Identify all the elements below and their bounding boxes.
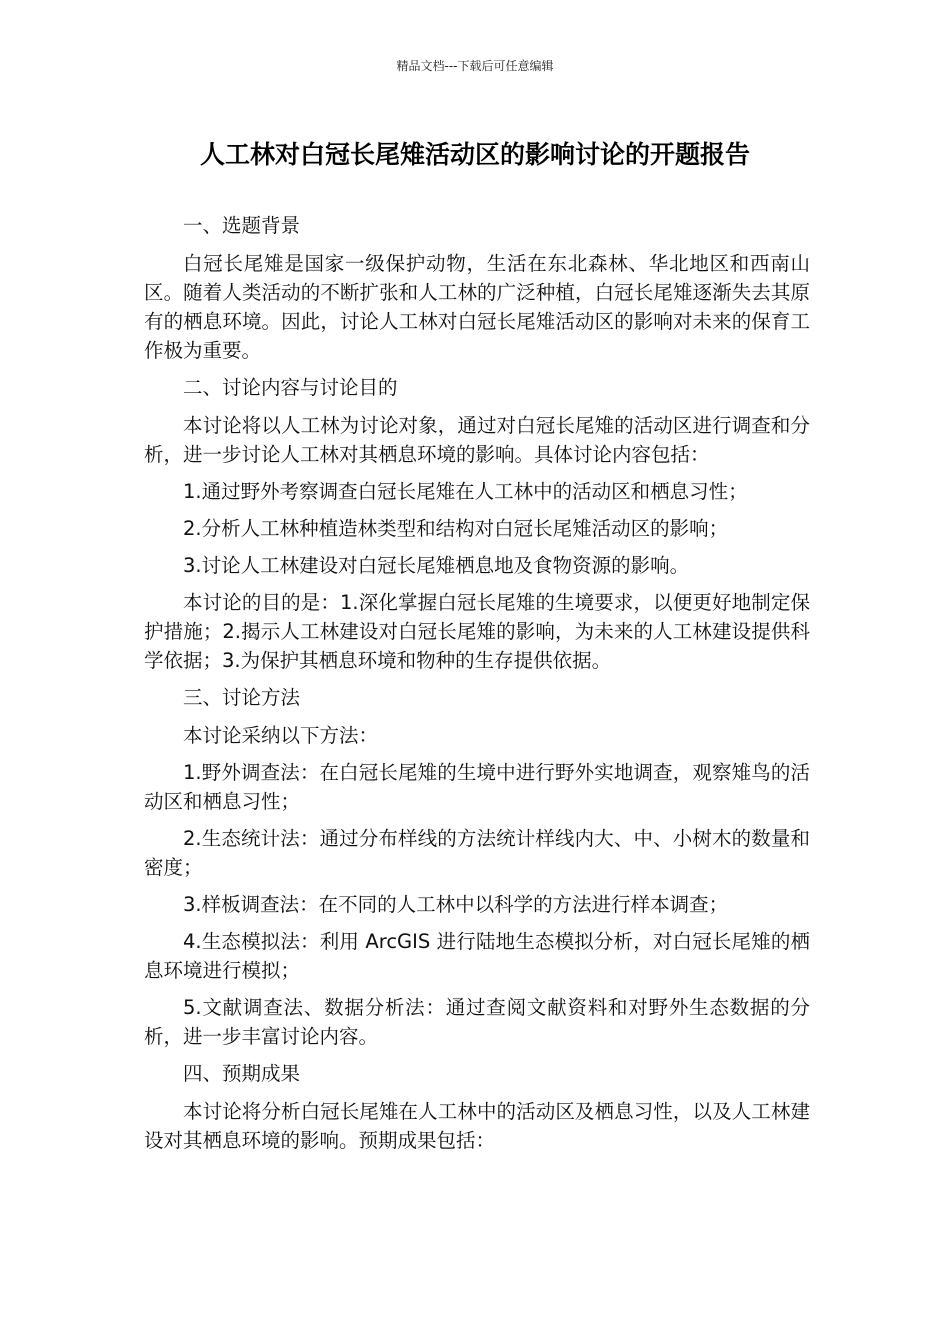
- section-heading-methods: 三、讨论方法: [183, 686, 301, 709]
- section-heading-background: 一、选题背景: [183, 214, 301, 237]
- document-body: [144, 211, 810, 1163]
- section-heading-expected-results: 四、预期成果: [183, 1062, 301, 1085]
- list-item-content-2: 2.分析人工林种植造林类型和结构对白冠长尾雉活动区的影响；: [183, 517, 729, 540]
- list-item-method-5: 5.文献调查法、数据分析法：通过查阅文献资料和对野外生态数据的分析，进一步丰富讨论内容。: [144, 996, 810, 1048]
- list-item-content-1: 1.通过野外考察调查白冠长尾雉在人工林中的活动区和栖息习性；: [183, 480, 748, 503]
- paragraph-background: 白冠长尾雉是国家一级保护动物，生活在东北森林、华北地区和西南山区。随着人类活动的不断扩张和人工林的广泛种植，白冠长尾雉逐渐失去其原有的栖息环境。因此，讨论人工林对白冠长尾雉活动区的影响对未来的保育工作极为重要。: [144, 252, 810, 362]
- list-item-content-3: 3.讨论人工林建设对白冠长尾雉栖息地及食物资源的影响。: [183, 554, 690, 577]
- paragraph-expected-results: 本讨论将分析白冠长尾雉在人工林中的活动区及栖息习性，以及人工林建设对其栖息环境的影响。预期成果包括：: [144, 1100, 810, 1152]
- list-item-method-2: 2.生态统计法：通过分布样线的方法统计样线内大、中、小树木的数量和密度；: [144, 827, 810, 879]
- list-item-method-4: 4.生态模拟法：利用 ArcGIS 进行陆地生态模拟分析，对白冠长尾雉的栖息环境进行模拟；: [144, 930, 810, 982]
- list-item-method-3: 3.样板调查法：在不同的人工林中以科学的方法进行样本调查；: [183, 893, 729, 916]
- paragraph-methods-intro: 本讨论采纳以下方法：: [183, 724, 379, 747]
- document-title: 人工林对白冠长尾雉活动区的影响讨论的开题报告: [199, 140, 750, 169]
- list-item-method-1: 1.野外调查法：在白冠长尾雉的生境中进行野外实地调查，观察雉鸟的活动区和栖息习性；: [144, 761, 810, 813]
- paragraph-purpose: 本讨论的目的是：1.深化掌握白冠长尾雉的生境要求，以便更好地制定保护措施；2.揭示人工林建设对白冠长尾雉的影响，为未来的人工林建设提供科学依据；3.为保护其栖息环境和物种的生存提供依据。: [144, 591, 810, 672]
- page-header: 精品文档---下载后可任意编辑: [396, 59, 554, 73]
- section-heading-content-purpose: 二、讨论内容与讨论目的: [183, 376, 398, 399]
- paragraph-content-intro: 本讨论将以人工林为讨论对象，通过对白冠长尾雉的活动区进行调查和分析，进一步讨论人工林对其栖息环境的影响。具体讨论内容包括：: [144, 414, 810, 466]
